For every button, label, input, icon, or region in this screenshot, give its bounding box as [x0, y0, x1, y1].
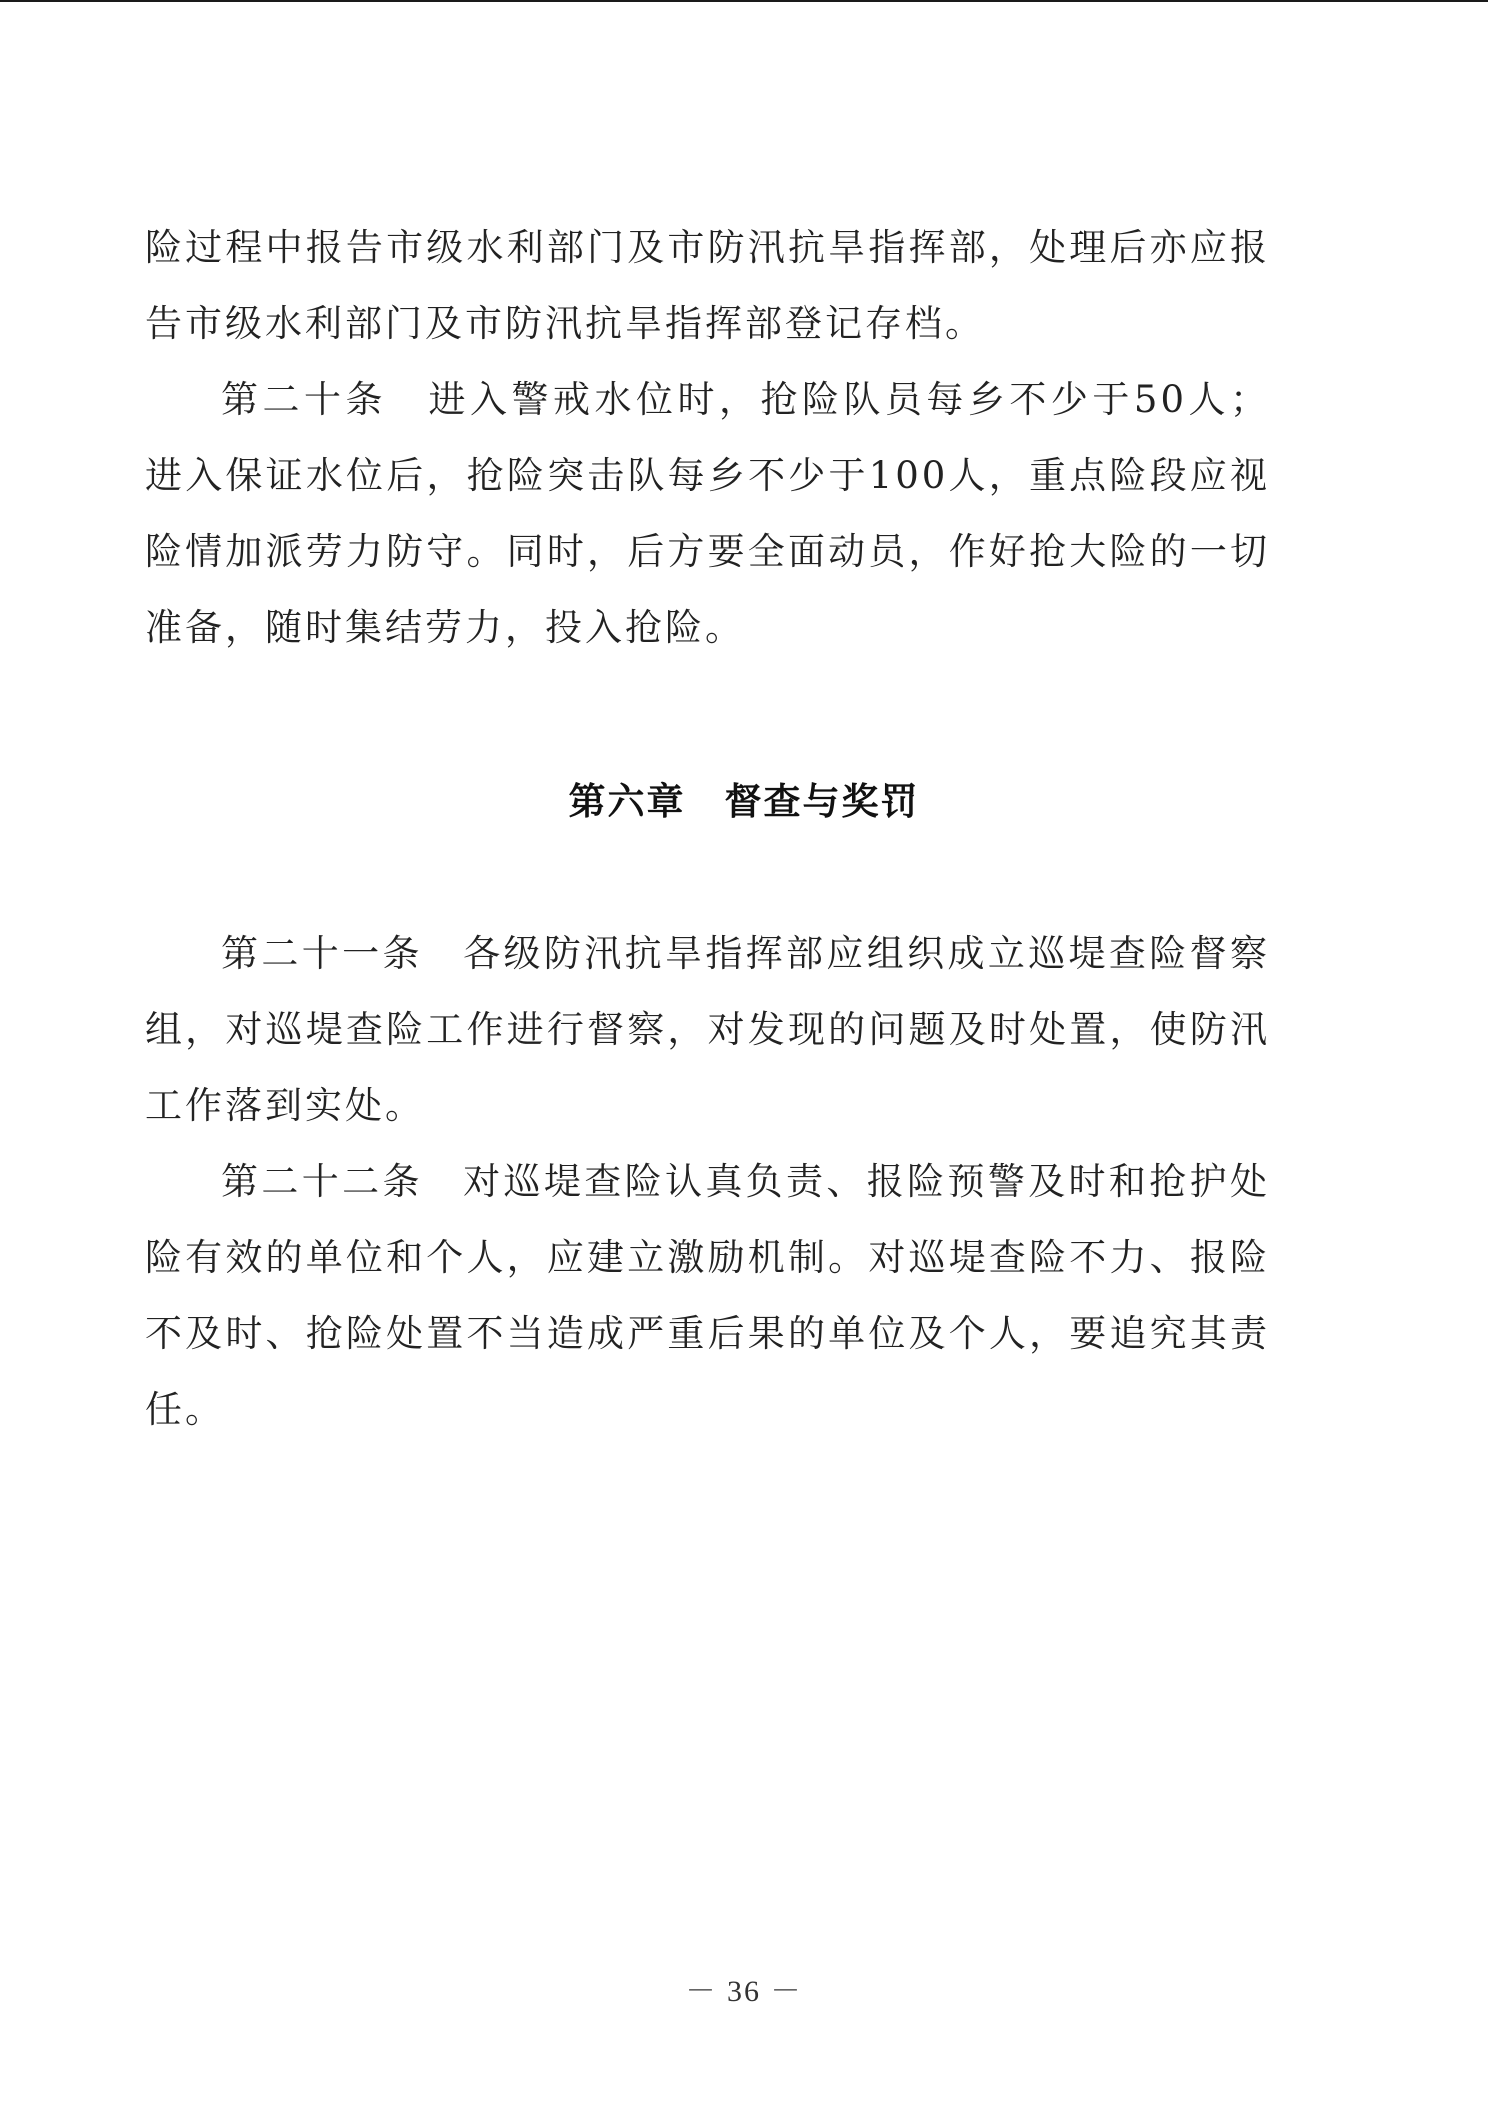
- paragraph-article-20: 第二十条 进入警戒水位时，抢险队员每乡不少于50人；进入保证水位后，抢险突击队每乡不少于100人，重点险段应视险情加派劳力防守。同时，后方要全面动员，作好抢大险的一切准备，随时集结劳力，投入抢险。: [145, 378, 1270, 649]
- chapter-heading: 第六章 督查与奖罚: [568, 780, 920, 823]
- paragraph-continuation: 险过程中报告市级水利部门及市防汛抗旱指挥部，处理后亦应报告市级水利部门及市防汛抗旱指挥部登记存档。: [145, 226, 1270, 345]
- text-block-before-chapter: [145, 210, 1270, 666]
- paragraph-article-21: 第二十一条 各级防汛抗旱指挥部应组织成立巡堤查险督察组，对巡堤查险工作进行督察，对发现的问题及时处置，使防汛工作落到实处。: [145, 932, 1270, 1127]
- page-number: － 36 －: [685, 1975, 803, 2008]
- paragraph-article-22: 第二十二条 对巡堤查险认真负责、报险预警及时和抢护处险有效的单位和个人，应建立激励机制。对巡堤查险不力、报险不及时、抢险处置不当造成严重后果的单位及个人，要追究其责任。: [145, 1160, 1270, 1431]
- text-block-after-chapter: [145, 916, 1270, 1448]
- page-top-border: [0, 0, 1488, 2]
